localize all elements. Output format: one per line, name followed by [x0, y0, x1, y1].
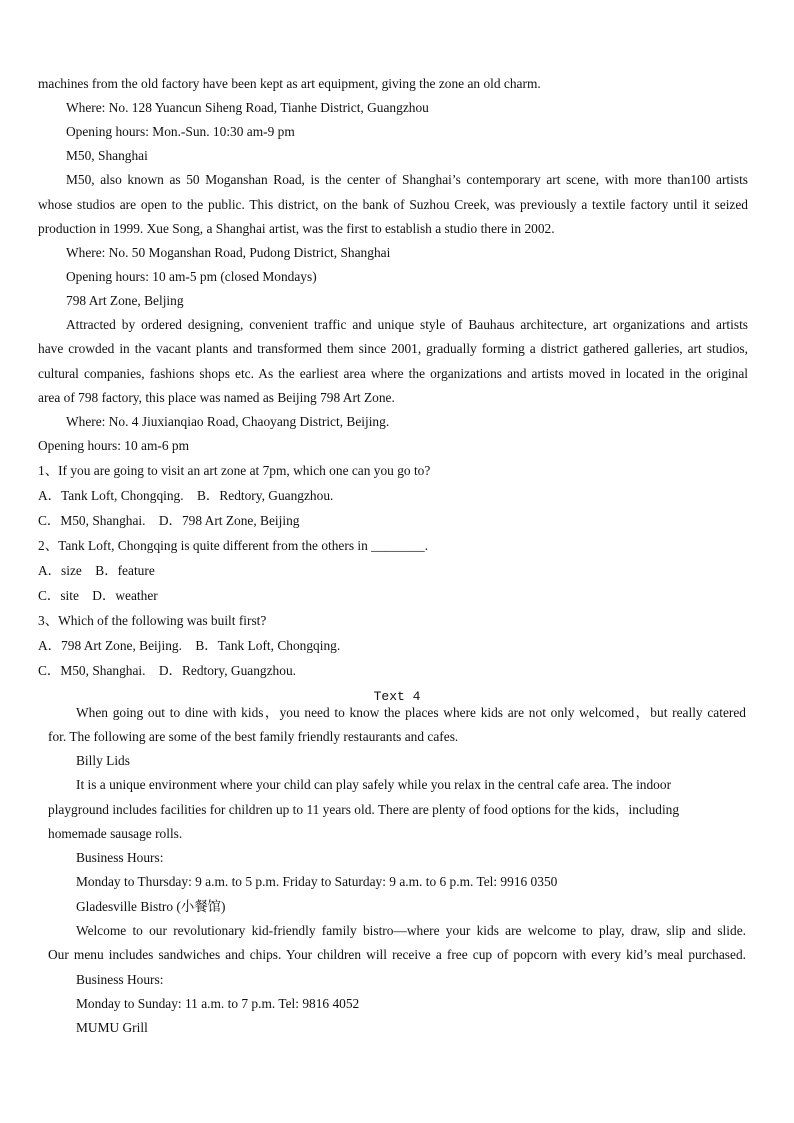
- m50-address: Where: No. 50 Moganshan Road, Pudong District, Shanghai: [66, 245, 391, 260]
- gladesville-hours: Monday to Sunday: 11 a.m. to 7 p.m. Tel: 9816 4052: [76, 996, 360, 1011]
- business-hours-label: Business Hours:: [76, 850, 164, 865]
- question-stem: 2、Tank Loft, Chongqing is quite different from the others in ________.: [38, 538, 429, 553]
- paragraph-line: M50, also known as 50 Moganshan Road, is the center of Shanghai’s contemporary art scene, with more than100 artists: [66, 172, 748, 187]
- paragraph-line: Welcome to our revolutionary kid-friendly family bistro—where your kids are welcome to play, draw, slip and slide.: [76, 923, 746, 938]
- m50-hours: Opening hours: 10 am-5 pm (closed Mondays): [66, 269, 317, 284]
- question-options: A．size B．feature: [38, 563, 155, 578]
- question-stem: 3、Which of the following was built first?: [38, 613, 267, 628]
- paragraph-line: Attracted by ordered designing, convenient traffic and unique style of Bauhaus architecture, art organizations and artists: [66, 317, 748, 332]
- 798-heading: 798 Art Zone, Beljing: [66, 293, 184, 308]
- question-options: C．site D．weather: [38, 588, 158, 603]
- question-stem: 1、If you are going to visit an art zone at 7pm, which one can you go to?: [38, 463, 431, 478]
- mumu-grill-heading: MUMU Grill: [76, 1020, 148, 1035]
- paragraph-line: Our menu includes sandwiches and chips. Your children will receive a free cup of popcorn with every kid’s meal purchased.: [48, 947, 746, 962]
- paragraph-line: homemade sausage rolls.: [48, 826, 183, 841]
- m50-heading: M50, Shanghai: [66, 148, 148, 163]
- billy-lids-heading: Billy Lids: [76, 753, 130, 768]
- question-options: C．M50, Shanghai. D．798 Art Zone, Beijing: [38, 513, 300, 528]
- paragraph-line: playground includes facilities for children up to 11 years old. There are plenty of food options for the kids，including: [48, 802, 680, 817]
- 798-hours: Opening hours: 10 am-6 pm: [38, 438, 189, 453]
- business-hours-label: Business Hours:: [76, 972, 164, 987]
- redtory-address: Where: No. 128 Yuancun Siheng Road, Tianhe District, Guangzhou: [66, 100, 429, 115]
- section-title: Text 4: [373, 689, 421, 704]
- paragraph-line: When going out to dine with kids，you need to know the places where kids are not only welcomed，but really catered: [76, 705, 746, 720]
- 798-address: Where: No. 4 Jiuxianqiao Road, Chaoyang District, Beijing.: [66, 414, 390, 429]
- paragraph-line: whose studios are open to the public. This district, on the bank of Suzhou Creek, was previously a textile factory until it seized: [38, 197, 748, 212]
- paragraph-line: machines from the old factory have been kept as art equipment, giving the zone an old charm.: [38, 76, 541, 91]
- paragraph-line: production in 1999. Xue Song, a Shanghai artist, was the first to establish a studio there in 2002.: [38, 221, 555, 236]
- paragraph-line: It is a unique environment where your child can play safely while you relax in the central cafe area. The indoor: [76, 777, 672, 792]
- paragraph-line: for. The following are some of the best family friendly restaurants and cafes.: [48, 729, 459, 744]
- gladesville-heading: Gladesville Bistro (小餐馆): [76, 899, 226, 914]
- question-options: A．798 Art Zone, Beijing. B．Tank Loft, Chongqing.: [38, 638, 341, 653]
- paragraph-line: have crowded in the vacant plants and transformed them since 2001, gradually forming a district gathered galleries, art studios,: [38, 341, 748, 356]
- billy-lids-hours: Monday to Thursday: 9 a.m. to 5 p.m. Friday to Saturday: 9 a.m. to 6 p.m. Tel: 9916 0350: [76, 874, 558, 889]
- paragraph-line: area of 798 factory, this place was named as Beijing 798 Art Zone.: [38, 390, 395, 405]
- question-options: C．M50, Shanghai. D．Redtory, Guangzhou.: [38, 663, 296, 678]
- redtory-hours: Opening hours: Mon.-Sun. 10:30 am-9 pm: [66, 124, 295, 139]
- question-options: A．Tank Loft, Chongqing. B．Redtory, Guangzhou.: [38, 488, 334, 503]
- paragraph-line: cultural companies, fashions shops etc. As the earliest area where the organizations and artists moved in located in the original: [38, 366, 748, 381]
